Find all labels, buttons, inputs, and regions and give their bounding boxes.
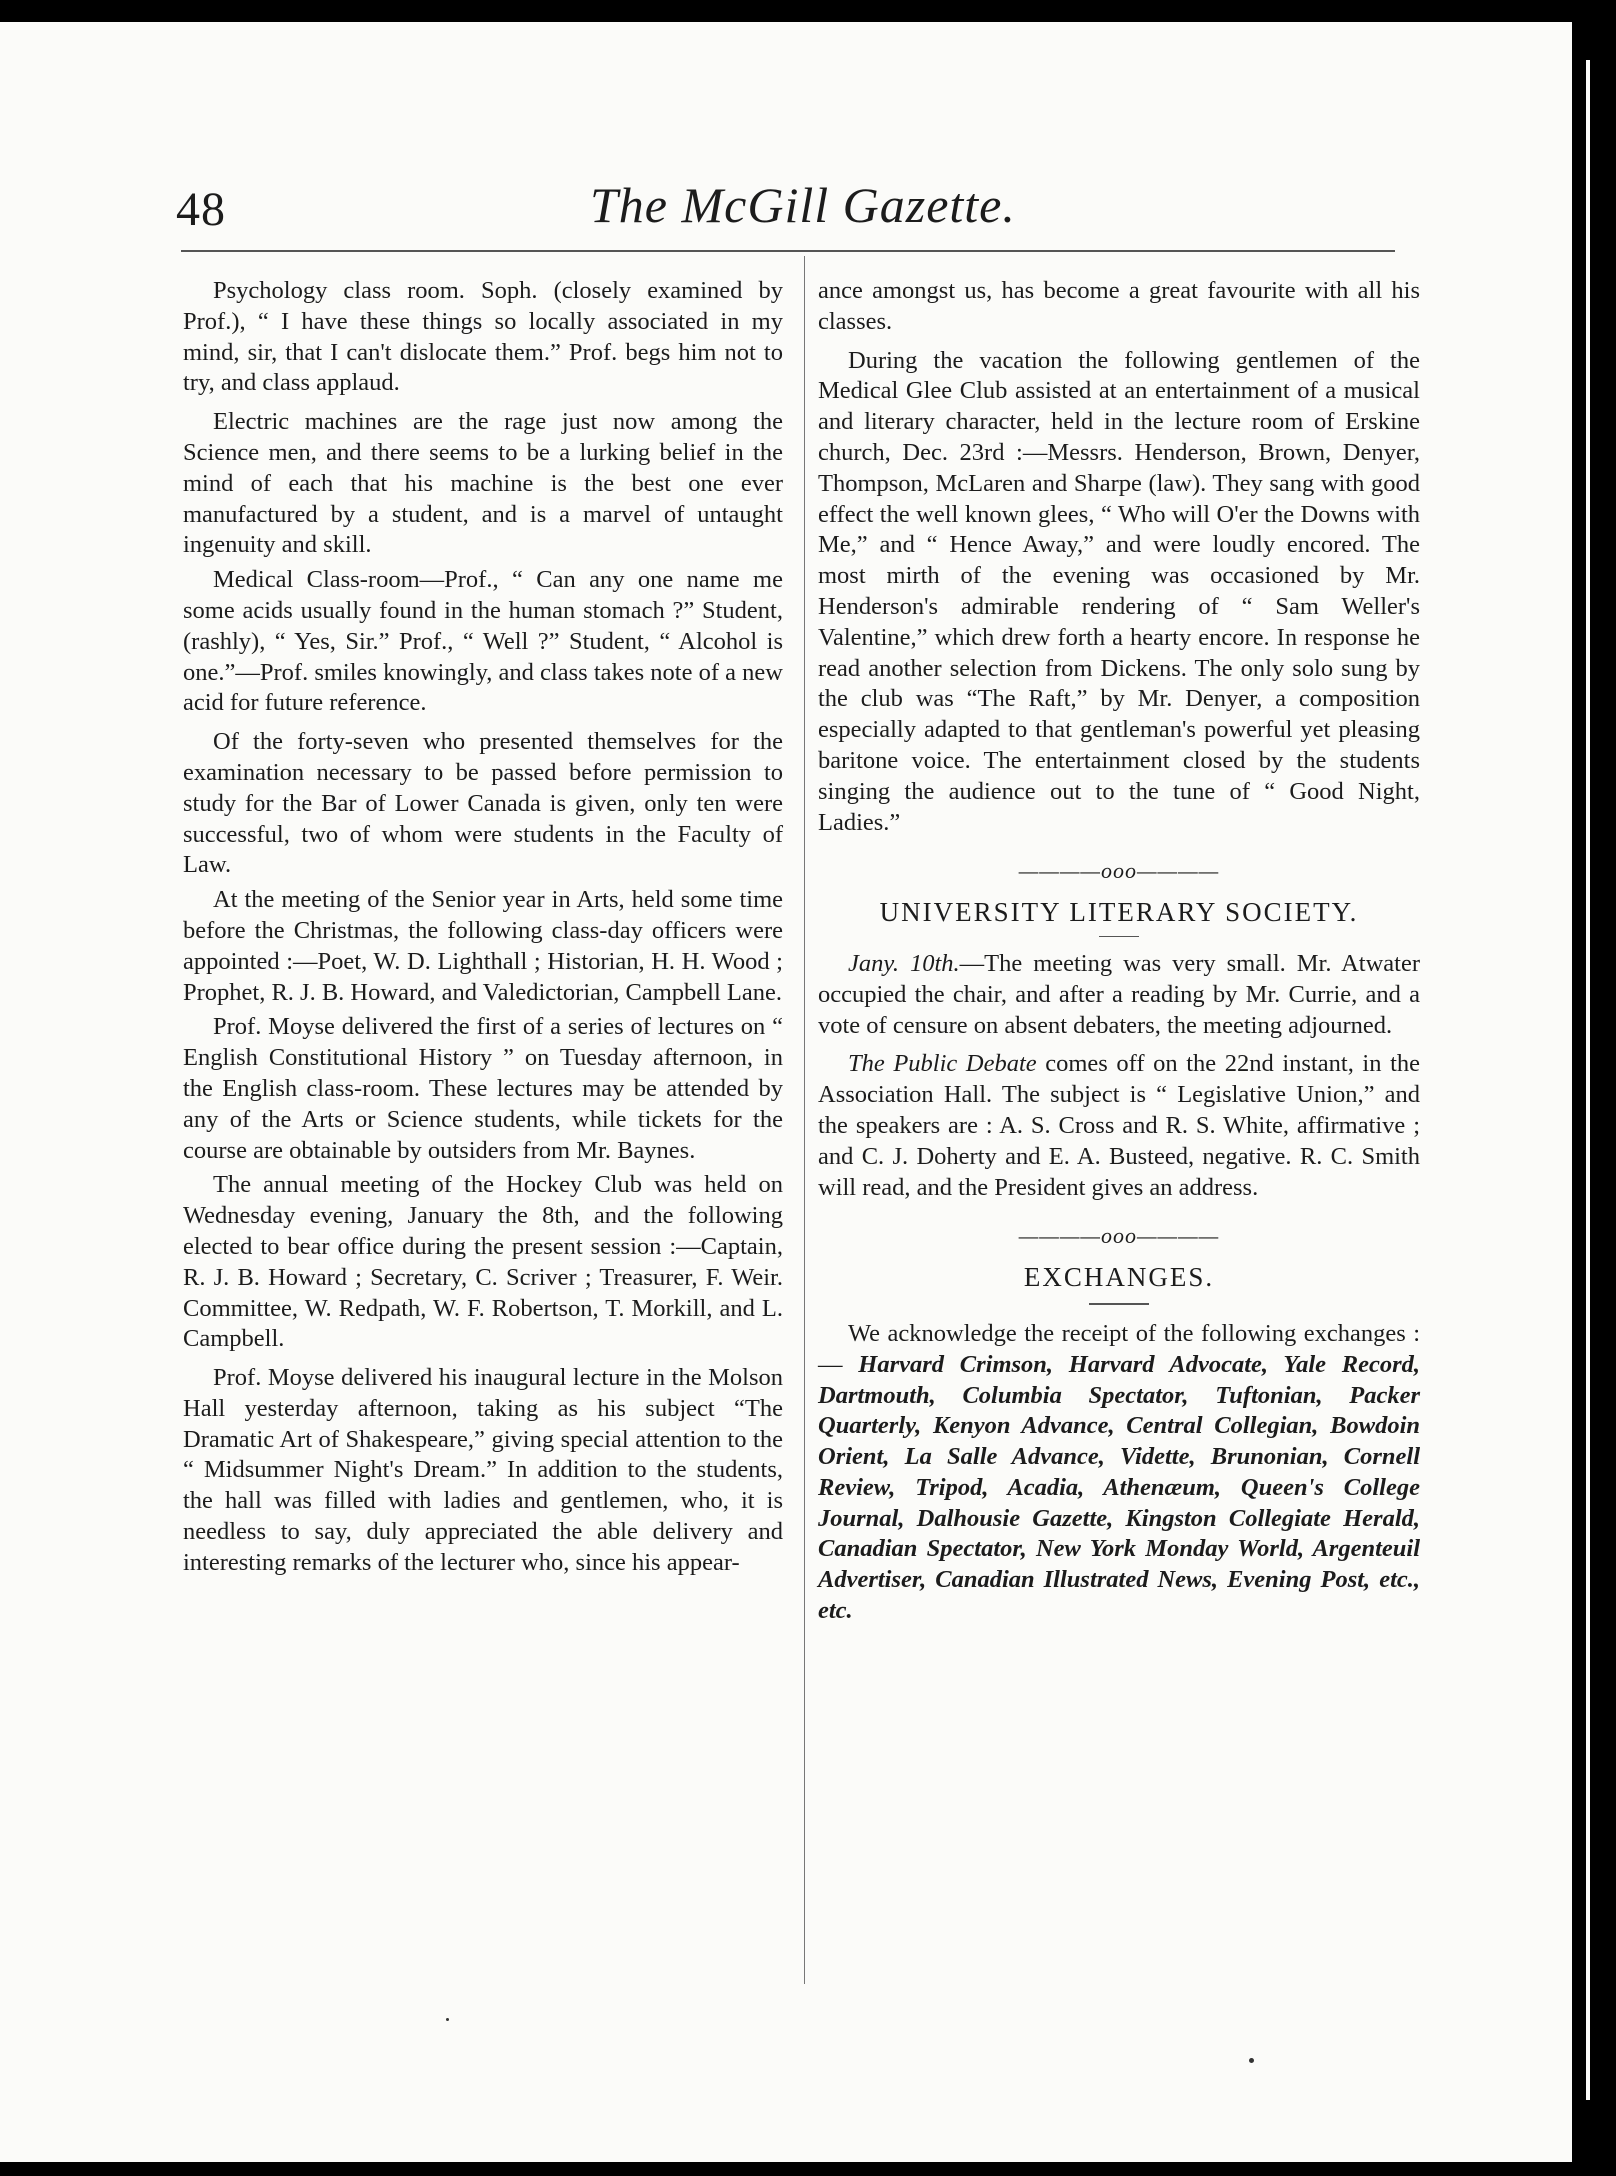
paragraph: The annual meeting of the Hockey Club was held on Wednesday evening, January the 8th, and the following elected to bear office during the present session :—Captain, R. J. B. Howard ; Secretary, C. Scriver ; Treasurer, F. Weir. Committee, W. Redpath, W. F. Robertson, T. Morkill, and L. Campbell. [183,1171,783,1353]
paragraph: Electric machines are the rage just now among the Science men, and there seems to be a lurking belief in the mind of each that his machine is the best one ever manufactured by a student, and is a marvel of untaught ingenuity and skill. [183,408,783,559]
paragraph: ance amongst us, has become a great favourite with all his classes. [818,277,1420,335]
paragraph: Prof. Moyse delivered the first of a series of lectures on “ English Constitutional History ” on Tuesday afternoon, in the English class-room. These lectures may be attended by any of the Arts or Science students, while tickets for the course are obtainable by outsiders from Mr. Baynes. [183,1013,783,1164]
right-column [818,276,1420,1631]
section-separator: ————ooo———— [1018,858,1220,884]
print-speck [446,2018,449,2021]
paragraph-text: comes off on the 22nd instant, in the Association Hall. The subject is “ Legislative Union,” and the speakers are : A. S. Cross and R. S. White, affirmative ; and C. J. Doherty and E. A. Busteed, negative. R. C. Smith will read, and the President gives an address. [818,1050,1421,1201]
heading-rule [1089,1303,1149,1305]
exchange-list: Harvard Crimson, Harvard Advocate, Yale Record, Dartmouth, Columbia Spectator, Tuftonian, Packer Quarterly, Kenyon Advance, Central Collegian, Bowdoin Orient, La Salle Advance, Vidette, Brunonian, Cornell Review, Tripod, Acadia, Athenæum, Queen's College Journal, Dalhousie Gazette, Kingston Collegiate Herald, Canadian Spectator, New York Monday World, Argenteuil Advertiser, Canadian Illustrated News, Evening Post, etc., etc. [818,1350,1421,1625]
paragraph-text: —The meeting was very small. Mr. Atwater occupied the chair, and after a reading by Mr. Currie, and a vote of censure on absent debaters, the meeting adjourned. [818,949,1420,1039]
section-heading: UNIVERSITY LITERARY SOCIETY. [879,897,1359,928]
paragraph: Psychology class room. Soph. (closely examined by Prof.), “ I have these things so locally associated in my mind, sir, that I can't dislocate them.” Prof. begs him not to try, and class applaud. [183,277,783,397]
paragraph [818,1319,1420,1627]
paragraph [818,1049,1420,1203]
page-number: 48 [176,183,226,236]
lead-phrase: The Public Debate [848,1050,1037,1078]
paragraph: At the meeting of the Senior year in Arts, held some time before the Christmas, the following class-day officers were appointed :—Poet, W. D. Lighthall ; Historian, H. H. Wood ; Prophet, R. J. B. Howard, and Valedictorian, Campbell Lane. [183,886,783,1006]
paragraph: Of the forty-seven who presented themselves for the examination necessary to be passed before permission to study for the Bar of Lower Canada is given, only ten were successful, two of whom were students in the Faculty of Law. [183,728,783,879]
heading-rule [1099,936,1139,937]
scan-border [1572,0,1616,2176]
paragraph: Medical Class-room—Prof., “ Can any one name me some acids usually found in the human stomach ?” Student, (rashly), “ Yes, Sir.” Prof., “ Well ?” Student, “ Alcohol is one.”—Prof. smiles knowingly, and class takes note of a new acid for future reference. [183,566,783,717]
paragraph-text: We acknowledge the receipt of the following exchanges : — [818,1319,1420,1378]
section-heading: EXCHANGES. [1023,1262,1215,1293]
column-divider [804,256,805,1984]
left-column [183,276,783,1583]
paragraph: During the vacation the following gentlemen of the Medical Glee Club assisted at an entertainment of a musical and literary character, held in the lecture room of Erskine church, Dec. 23rd :—Messrs. Henderson, Brown, Denyer, Thompson, McLaren and Sharpe (law). They sang with good effect the well known glees, “ Who will O'er the Downs with Me,” and “ Hence Away,” and were loudly encored. The most mirth of the evening was occasioned by Mr. Henderson's admirable rendering of “ Sam Weller's Valentine,” which drew forth a hearty encore. In response he read another selection from Dickens. The only solo sung by the club was “The Raft,” by Mr. Denyer, a composition especially adapted to that gentleman's powerful yet pleasing baritone voice. The entertainment closed by the students singing the audience out to the tune of “ Good Night, Ladies.” [818,346,1420,836]
scan-edge-strip [1586,60,1590,2100]
section-separator: ————ooo———— [1018,1223,1220,1249]
publication-title: The McGill Gazette. [590,177,1016,233]
paragraph [818,949,1420,1041]
date-lead: Jany. 10th. [848,949,960,977]
header-rule [181,250,1395,252]
page-header [176,168,1396,248]
paragraph: Prof. Moyse delivered his inaugural lecture in the Molson Hall yesterday afternoon, taking as his subject “The Dramatic Art of Shakespeare,” giving special attention to the “ Midsummer Night's Dream.” In addition to the students, the hall was filled with ladies and gentlemen, who, it is needless to say, duly appreciated the able delivery and interesting remarks of the lecturer who, since his appear- [183,1364,783,1576]
print-speck [1249,2058,1254,2063]
